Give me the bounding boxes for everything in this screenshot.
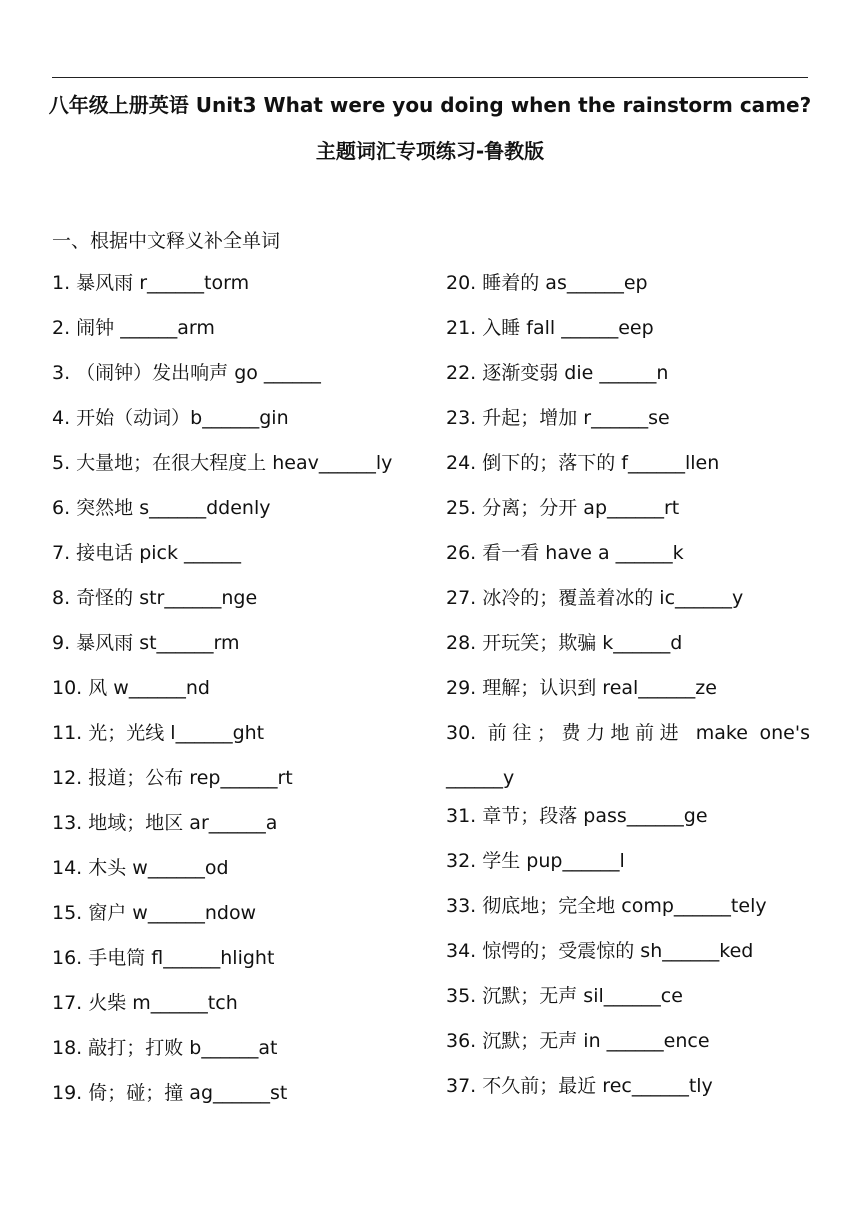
list-item: 9. 暴风雨 st______rm	[52, 632, 240, 654]
list-item: 35. 沉默；无声 sil______ce	[446, 985, 683, 1007]
list-item: 37. 不久前；最近 rec______tly	[446, 1075, 713, 1097]
list-item: 31. 章节；段落 pass______ge	[446, 805, 708, 827]
list-item: 24. 倒下的；落下的 f______llen	[446, 452, 720, 474]
list-item: 29. 理解；认识到 real______ze	[446, 677, 717, 699]
list-item: 18. 敲打；打败 b______at	[52, 1037, 278, 1059]
list-item: 23. 升起；增加 r______se	[446, 407, 670, 429]
list-item: 36. 沉默；无声 in ______ence	[446, 1030, 710, 1052]
list-item: 26. 看一看 have a ______k	[446, 542, 684, 564]
list-item: 28. 开玩笑；欺骗 k______d	[446, 632, 683, 654]
list-item: 11. 光；光线 l______ght	[52, 722, 265, 744]
list-item: 19. 倚；碰；撞 ag______st	[52, 1082, 288, 1104]
page-title: 八年级上册英语 Unit3 What were you doing when the rainstorm came?	[48, 93, 812, 117]
list-item: 6. 突然地 s______ddenly	[52, 497, 271, 519]
list-item: 30. 前往；费力地前进 make one's ______y	[446, 722, 810, 789]
list-item: 7. 接电话 pick ______	[52, 542, 242, 564]
list-item: 15. 窗户 w______ndow	[52, 902, 257, 924]
right-column	[446, 268, 810, 1116]
list-item: 20. 睡着的 as______ep	[446, 272, 648, 294]
list-item: 13. 地域；地区 ar______a	[52, 812, 278, 834]
list-item: 3. （闹钟）发出响声 go ______	[52, 362, 321, 384]
left-column	[52, 268, 432, 1123]
list-item: 5. 大量地；在很大程度上 heav______ly	[52, 452, 393, 474]
list-item: 32. 学生 pup______l	[446, 850, 625, 872]
list-item: 10. 风 w______nd	[52, 677, 210, 699]
section-heading: 一、根据中文释义补全单词	[52, 230, 281, 252]
page-subtitle: 主题词汇专项练习-鲁教版	[315, 139, 545, 163]
list-item: 33. 彻底地；完全地 comp______tely	[446, 895, 767, 917]
list-item: 22. 逐渐变弱 die ______n	[446, 362, 669, 384]
list-item: 25. 分离；分开 ap______rt	[446, 497, 680, 519]
list-item: 17. 火柴 m______tch	[52, 992, 238, 1014]
list-item: 2. 闹钟 ______arm	[52, 317, 215, 339]
list-item: 16. 手电筒 fl______hlight	[52, 947, 275, 969]
list-item: 1. 暴风雨 r______torm	[52, 272, 250, 294]
list-item: 34. 惊愕的；受震惊的 sh______ked	[446, 940, 754, 962]
list-item: 4. 开始（动词）b______gin	[52, 407, 289, 429]
list-item: 8. 奇怪的 str______nge	[52, 587, 258, 609]
list-item: 27. 冰冷的；覆盖着冰的 ic______y	[446, 587, 744, 609]
header-rule	[52, 77, 808, 78]
list-item: 21. 入睡 fall ______eep	[446, 317, 654, 339]
list-item: 12. 报道；公布 rep______rt	[52, 767, 293, 789]
list-item: 14. 木头 w______od	[52, 857, 229, 879]
